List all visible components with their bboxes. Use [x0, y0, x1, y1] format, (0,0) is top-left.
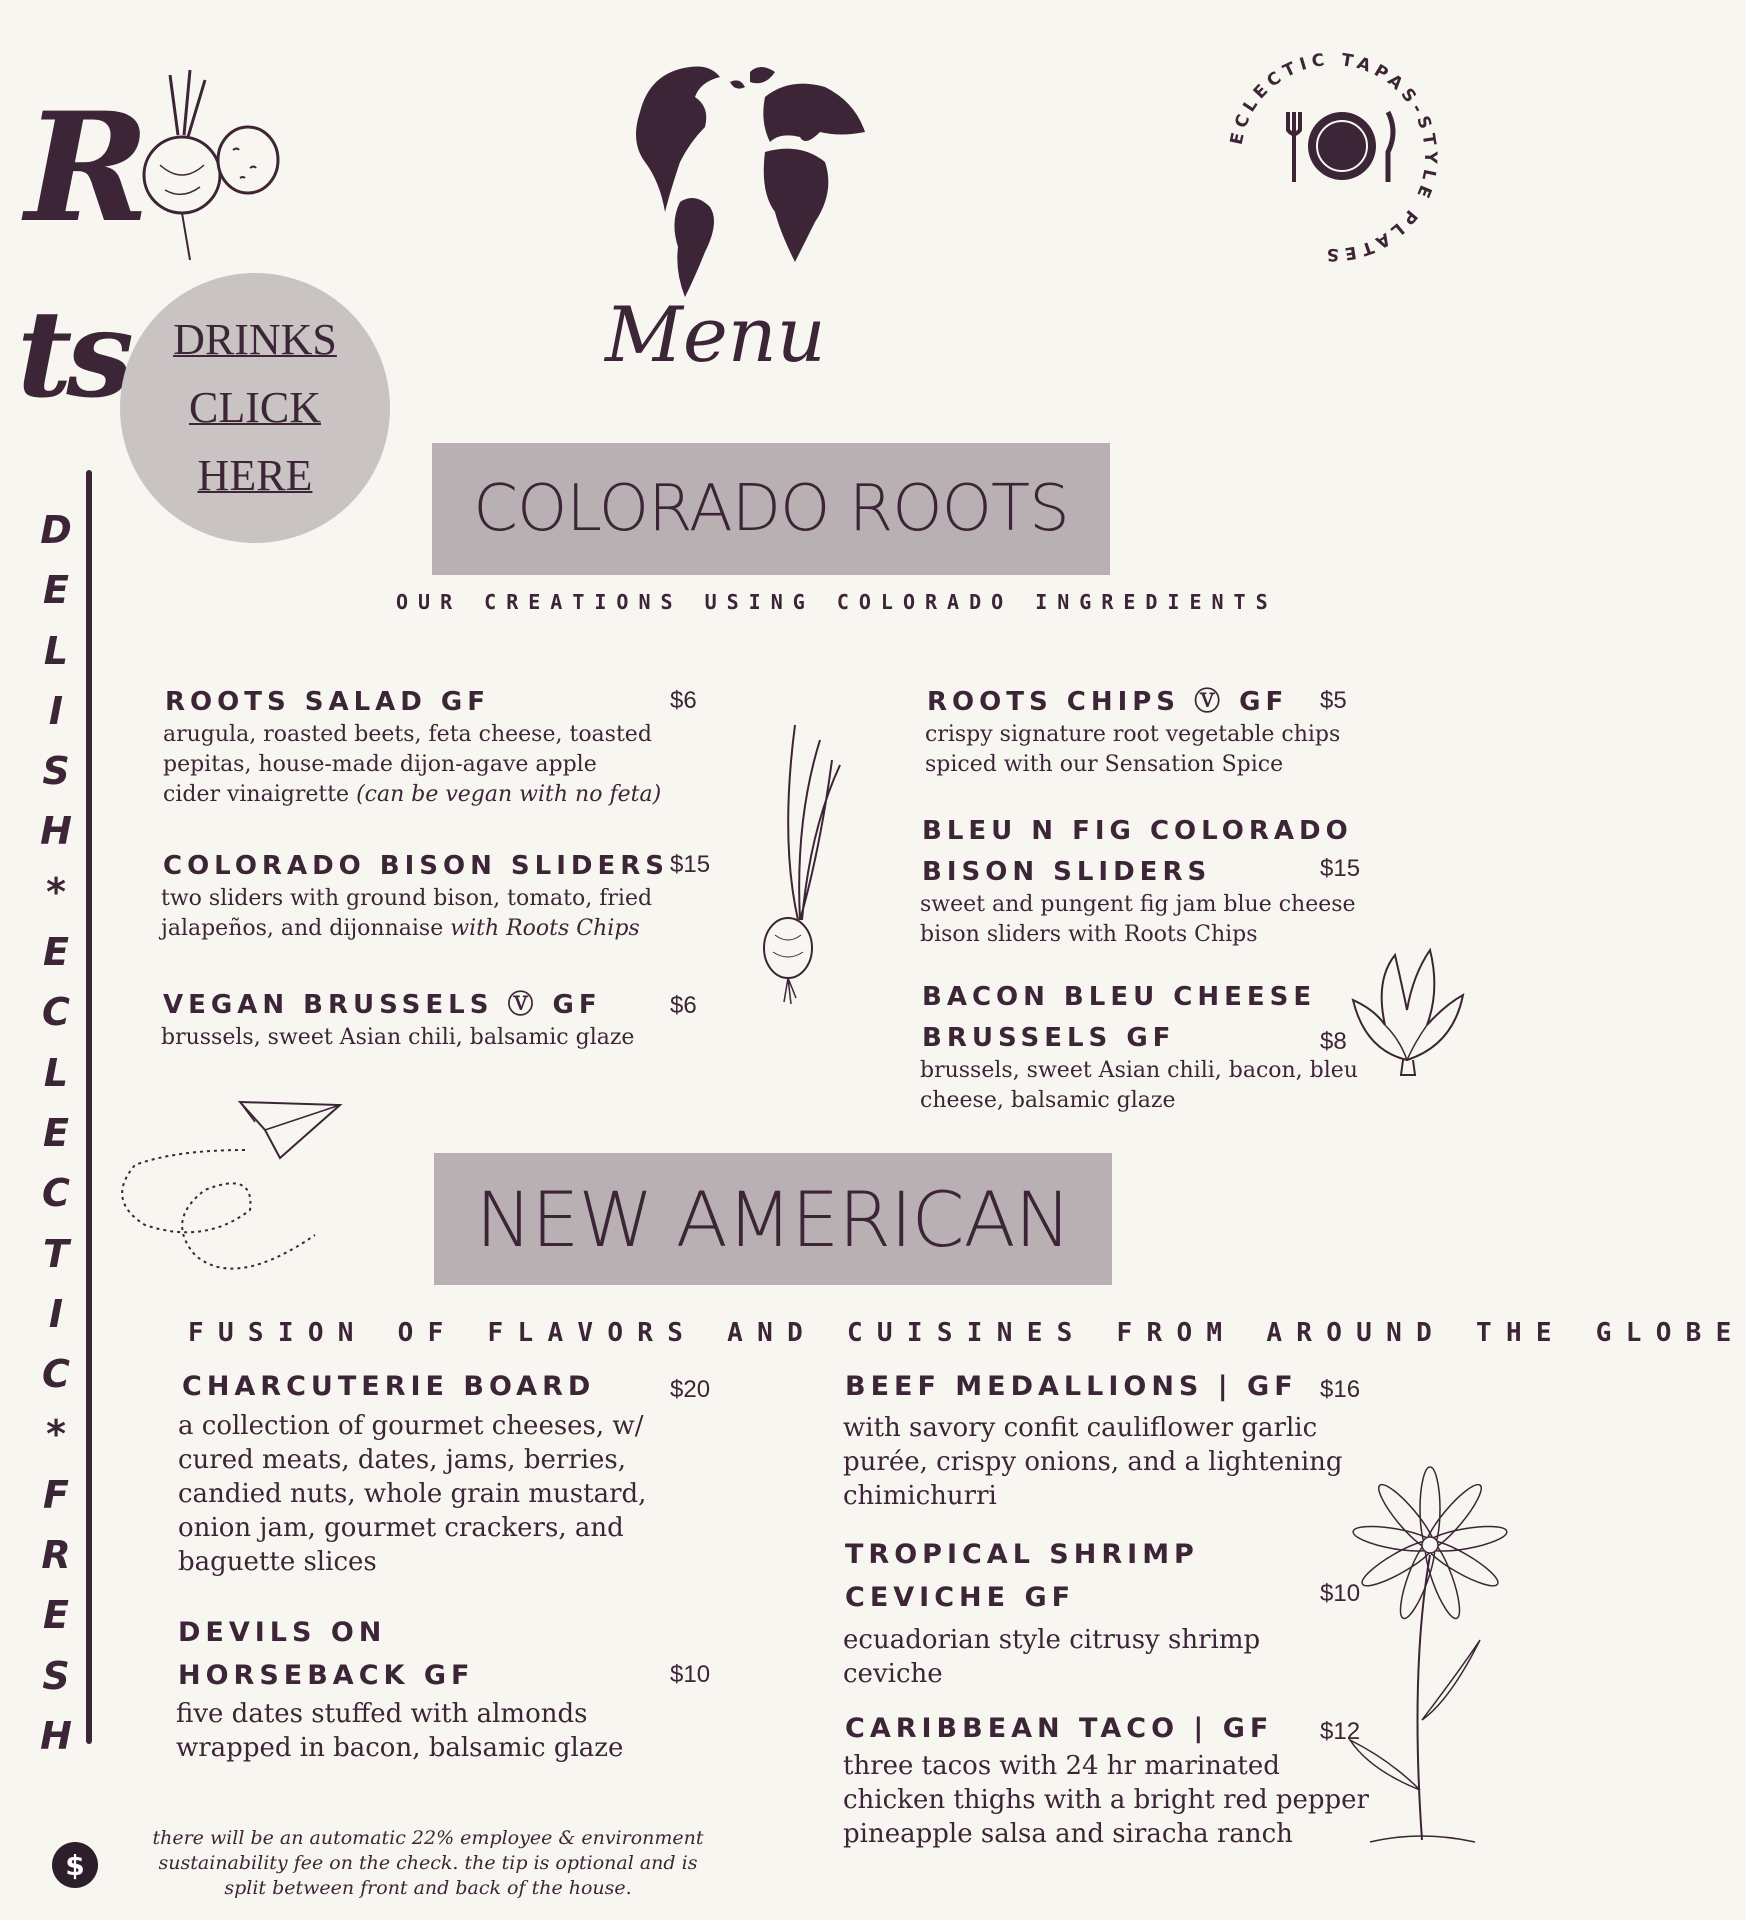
- item-description: sweet and pungent fig jam blue cheese bison sliders with Roots Chips: [920, 892, 1356, 947]
- menu-title: Menu: [605, 290, 826, 379]
- item-price: $6: [670, 687, 697, 714]
- section-title: COLORADO ROOTS: [473, 472, 1069, 546]
- sidebar-letter: I: [48, 1291, 64, 1336]
- sidebar-vertical-text: [36, 500, 76, 1766]
- sidebar-letter: C: [42, 1171, 70, 1216]
- sidebar-letter: H: [40, 1713, 72, 1758]
- item-price: $10: [670, 1661, 711, 1688]
- dollar-icon: $: [52, 1842, 98, 1888]
- item-name: BISON SLIDERS: [922, 857, 1212, 887]
- new-american-banner: [434, 1153, 1112, 1285]
- sidebar-letter: S: [42, 749, 70, 794]
- item-name: BRUSSELS GF: [922, 1023, 1176, 1053]
- item-price: $16: [1320, 1376, 1361, 1403]
- sidebar-letter: L: [43, 1050, 69, 1095]
- drinks-line-2: CLICK: [189, 383, 321, 432]
- globe-illustration: [600, 52, 880, 322]
- item-name: TROPICAL SHRIMP: [845, 1539, 1199, 1570]
- sidebar-letter: R: [41, 1533, 71, 1578]
- scallion-illustration: [740, 720, 860, 1010]
- item-name: DEVILS ON: [178, 1617, 387, 1648]
- item-description: ecuadorian style citrusy shrimp ceviche: [843, 1625, 1261, 1689]
- item-name: BEEF MEDALLIONS | GF: [845, 1371, 1298, 1402]
- sidebar-letter: E: [43, 930, 69, 975]
- item-name: COLORADO BISON SLIDERS: [163, 851, 669, 881]
- drinks-link-button[interactable]: [120, 273, 390, 543]
- sidebar-letter: I: [48, 688, 64, 733]
- logo-text: Rts: [17, 80, 144, 425]
- svg-text:ECLECTIC TAPAS-STYLE PLATES: ECLECTIC TAPAS-STYLE PLATES: [1226, 49, 1441, 265]
- sidebar-letter: C: [42, 1352, 70, 1397]
- item-name: HORSEBACK GF: [178, 1660, 475, 1691]
- item-price: $20: [670, 1376, 711, 1403]
- colorado-roots-banner: [432, 443, 1110, 575]
- item-description: five dates stuffed with almonds wrapped in bacon, balsamic glaze: [176, 1699, 624, 1763]
- item-description: three tacos with 24 hr marinated chicken thighs with a bright red pepper pineapple salsa and siracha ranch: [843, 1751, 1369, 1849]
- flower-illustration: [1330, 1470, 1480, 1850]
- sidebar-letter: C: [42, 990, 70, 1035]
- service-fee-note: there will be an automatic 22% employee & environment sustainability fee on the check. the tip is optional and is split between front and back of the house.: [152, 1827, 704, 1899]
- sidebar-letter: E: [43, 568, 69, 613]
- section-subtitle: FUSION OF FLAVORS AND CUISINES FROM AROUND THE GLOBE: [188, 1318, 1746, 1348]
- item-price: $15: [670, 851, 711, 878]
- sidebar-divider: [86, 470, 92, 1744]
- sidebar-letter: T: [43, 1231, 69, 1276]
- item-price: $15: [1320, 855, 1361, 882]
- item-name: BLEU N FIG COLORADO: [922, 816, 1353, 846]
- item-description: arugula, roasted beets, feta cheese, toasted pepitas, house-made dijon-agave apple cider vinaigrette (can be vegan with no feta): [163, 722, 662, 807]
- paper-plane-illustration: [115, 1090, 345, 1290]
- section-title: NEW AMERICAN: [475, 1174, 1071, 1264]
- tapas-badge: [1218, 42, 1448, 272]
- item-price: $8: [1320, 1028, 1347, 1055]
- item-description: two sliders with ground bison, tomato, fried jalapeños, and dijonnaise with Roots Chips: [161, 886, 653, 941]
- sidebar-letter: *: [46, 869, 66, 914]
- item-price: $12: [1320, 1718, 1361, 1745]
- drinks-line-3: HERE: [197, 451, 313, 500]
- sidebar-letter: *: [46, 1412, 66, 1457]
- drinks-line-1: DRINKS: [173, 315, 337, 364]
- item-name: CHARCUTERIE BOARD: [182, 1371, 596, 1402]
- item-name: VEGAN BRUSSELS Ⓥ GF: [163, 990, 602, 1020]
- plate-cutlery-icon: [1288, 112, 1393, 182]
- item-name: CEVICHE GF: [845, 1582, 1076, 1613]
- sidebar-letter: E: [43, 1593, 69, 1638]
- item-price: $5: [1320, 687, 1347, 714]
- item-name: BACON BLEU CHEESE: [922, 982, 1317, 1012]
- item-price: $6: [670, 992, 697, 1019]
- section-subtitle: OUR CREATIONS USING COLORADO INGREDIENTS: [396, 590, 1278, 614]
- item-name: CARIBBEAN TACO | GF: [845, 1713, 1274, 1744]
- sidebar-letter: F: [43, 1472, 69, 1517]
- sidebar-letter: D: [40, 508, 72, 552]
- artichoke-illustration: [1345, 930, 1470, 1080]
- item-name: ROOTS SALAD GF: [165, 687, 491, 717]
- sidebar-letter: S: [42, 1653, 70, 1698]
- item-description: crispy signature root vegetable chips spiced with our Sensation Spice: [925, 722, 1341, 777]
- item-description: with savory confit cauliflower garlic purée, crispy onions, and a lightening chimichurri: [843, 1413, 1343, 1511]
- item-description: a collection of gourmet cheeses, w/ cured meats, dates, jams, berries, candied nuts, whole grain mustard, onion jam, gourmet crackers, and baguette slices: [178, 1411, 647, 1577]
- item-description: brussels, sweet Asian chili, bacon, bleu cheese, balsamic glaze: [920, 1058, 1358, 1113]
- item-description: brussels, sweet Asian chili, balsamic glaze: [161, 1025, 635, 1050]
- sidebar-letter: H: [40, 809, 72, 854]
- item-name: ROOTS CHIPS Ⓥ GF: [927, 687, 1289, 717]
- sidebar-letter: E: [43, 1110, 69, 1155]
- sidebar-letter: L: [43, 628, 69, 673]
- item-price: $10: [1320, 1580, 1361, 1607]
